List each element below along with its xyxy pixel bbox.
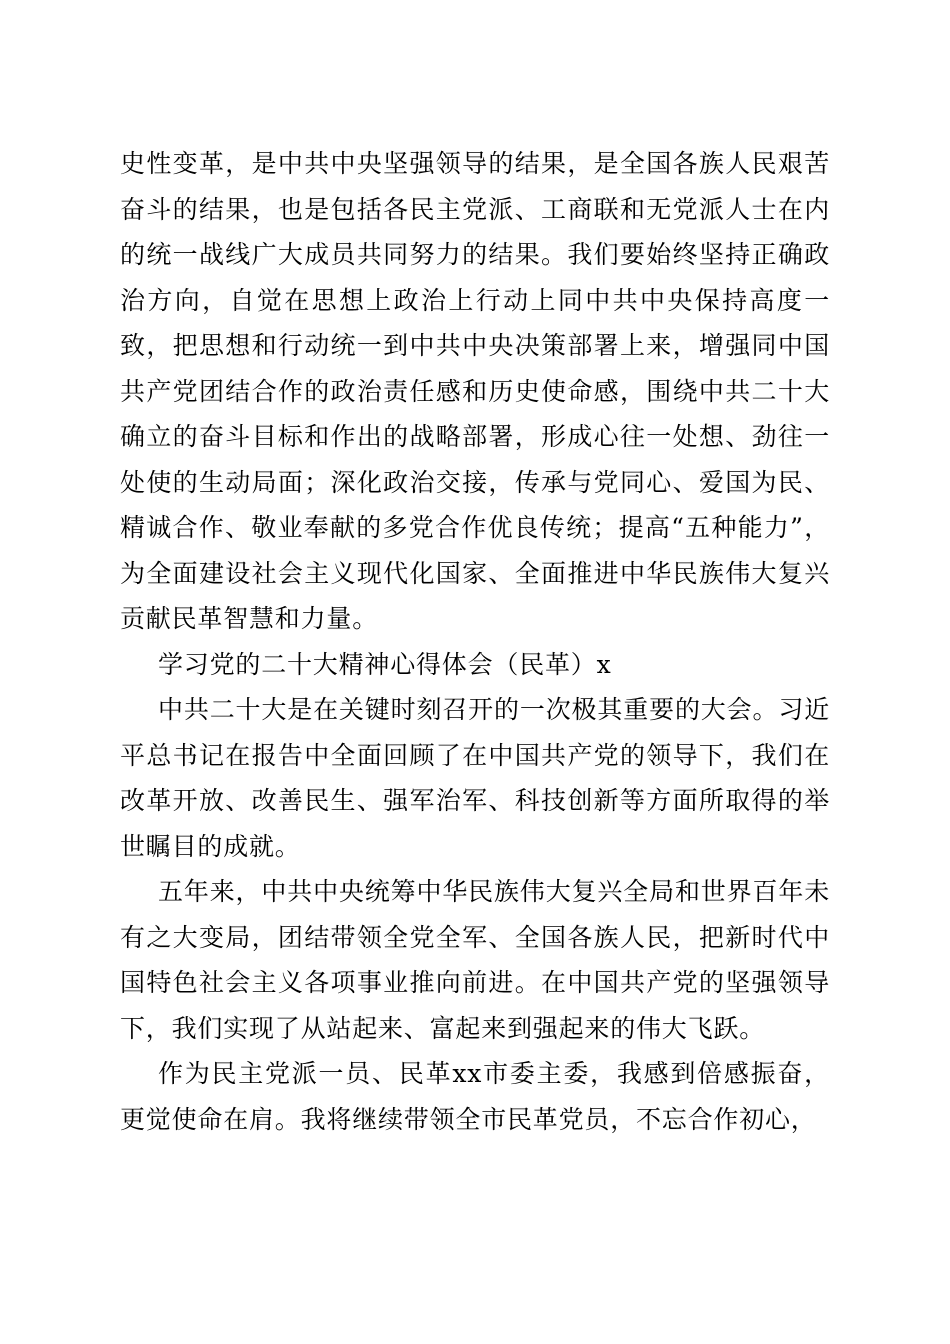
body-paragraph: 作为民主党派一员、民革xx市委主委，我感到倍感振奋，更觉使命在肩。我将继续带领全市民革党员，不忘合作初心， xyxy=(120,1059,830,1134)
body-paragraph: 中共二十大是在关键时刻召开的一次极其重要的大会。习近平总书记在报告中全面回顾了在中国共产党的领导下，我们在改革开放、改善民生、强军治军、科技创新等方面所取得的举世瞩目的成就。 xyxy=(120,695,830,861)
body-paragraph-continued: 史性变革，是中共中央坚强领导的结果，是全国各族人民艰苦奋斗的结果，也是包括各民主党派、工商联和无党派人士在内的统一战线广大成员共同努力的结果。我们要始终坚持正确政治方向，自觉在思想上政治上行动上同中共中央保持高度一致，把思想和行动统一到中共中央决策部署上来，增强同中国共产党团结合作的政治责任感和历史使命感，围绕中共二十大确立的奋斗目标和作出的战略部署，形成心往一处想、劲往一处使的生动局面；深化政治交接，传承与党同心、爱国为民、精诚合作、敬业奉献的多党合作优良传统；提高“五种能力”，为全面建设社会主义现代化国家、全面推进中华民族伟大复兴贡献民革智慧和力量。 xyxy=(120,149,830,633)
document-body xyxy=(120,141,830,1142)
body-paragraph: 五年来，中共中央统筹中华民族伟大复兴全局和世界百年未有之大变局，团结带领全党全军、全国各族人民，把新时代中国特色社会主义各项事业推向前进。在中国共产党的坚强领导下，我们实现了从站起来、富起来到强起来的伟大飞跃。 xyxy=(120,877,830,1043)
article-title: 学习党的二十大精神心得体会（民革）x xyxy=(158,649,612,679)
